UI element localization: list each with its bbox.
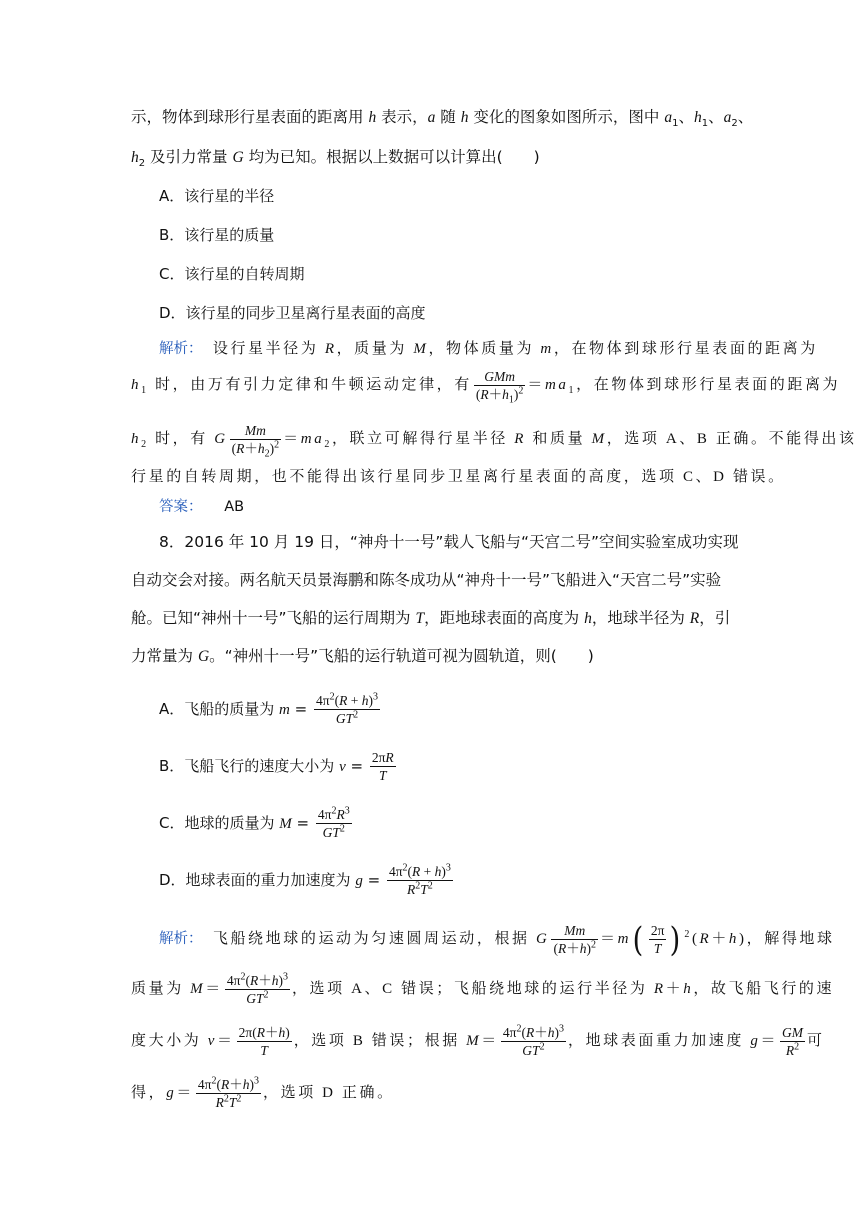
q7-option-b: B．该行星的质量 [159,226,275,244]
answer-label: 答案： [159,499,196,515]
q7-answer [159,496,244,518]
q8-option-b: B．飞船飞行的速度大小为 v = $\frac{2\pi R}{T}$ [159,750,394,783]
fraction-option-b: $\frac{2\pi R}{T}$ [371,750,394,783]
q8-stem-line3: 舱。已知“神州十一号”飞船的运行周期为 T，距地球表面的高度为 h，地球半径为 R，引 [131,609,731,627]
answer-value: AB [224,499,245,515]
q8-stem-line2: 自动交会对接。两名航天员景海鹏和陈冬成功从“神舟十一号”飞船进入“天宫二号”实验 [131,571,722,589]
fraction-gm-r2: $\frac{GM}{R^2}$ [782,1025,804,1058]
q7-stem-line1: 示，物体到球形行星表面的距离用 h 表示，a 随 h 变化的图象如图所示，图中 $a_1$、$h_1$、$a_2$、 [131,108,754,130]
q8-analysis-line1: 解析： 飞船绕地球的运动为匀速圆周运动，根据 G $\frac{Mm}{(R+h)^2}$ ＝m( $\frac{2\pi}{T}$ ) $^2$(R＋h)，解得地球 [159,919,835,960]
fraction-velocity: $\frac{2\pi(R+h)}{T}$ [238,1025,290,1058]
fraction-option-d: $\frac{4\pi^2(R + h)^3}{R^2T^2}$ [388,862,451,897]
q7-stem-line2: $h_2$ 及引力常量 G 均为已知。根据以上数据可以计算出( ) [131,148,540,170]
q7-option-d: D．该行星的同步卫星离行星表面的高度 [159,304,426,322]
q8-option-c: C．地球的质量为 M = $\frac{4\pi^2R^3}{GT^2}$ [159,805,350,840]
q8-analysis-line2: 质量为 M＝ $\frac{4\pi^2(R+h)^3}{GT^2}$ ，选项 A、C 错误；飞船绕地球的运行半径为 R＋h，故飞船飞行的速 [131,971,835,1006]
fraction-2pi-t: $\frac{2\pi}{T}$ [650,923,665,956]
q8-option-a: A．飞船的质量为 m = $\frac{4\pi^2(R + h)^3}{GT^2}$ [159,691,378,726]
q7-analysis-line2: $h_1$ 时，由万有引力定律和牛顿运动定律，有 $\frac{\text{GMm}}{(R+h_1)^2}$ $=ma_1$，在物体到球形行星表面的距离为 [131,369,841,406]
q8-analysis-line4: 得，g＝ $\frac{4\pi^2(R+h)^3}{R^2T^2}$ ，选项 D 正确。 [131,1075,395,1110]
paren-right: ) [670,919,683,960]
fraction-option-a: $\frac{4\pi^2(R + h)^3}{GT^2}$ [315,691,378,726]
fraction-mass-2: $\frac{4\pi^2(R+h)^3}{GT^2}$ [502,1023,564,1058]
fraction-mass: $\frac{4\pi^2(R+h)^3}{GT^2}$ [226,971,288,1006]
q8-option-d: D．地球表面的重力加速度为 g = $\frac{4\pi^2(R + h)^3}{R^2T^2}$ [159,862,451,897]
q8-stem-line4: 力常量为 G。“神州十一号”飞船的运行轨道可视为圆轨道，则( ) [131,647,594,665]
q7-option-a: A．该行星的半径 [159,187,275,205]
q7-option-c: C．该行星的自转周期 [159,265,305,283]
paren-left: ( [632,919,646,960]
analysis-label: 解析： [159,930,196,947]
fraction-option-c: $\frac{4\pi^2R^3}{GT^2}$ [317,805,350,840]
q7-analysis-line4: 行星的自转周期，也不能得出该行星同步卫星离行星表面的高度，选项 C、D 错误。 [131,469,786,485]
q7-analysis-line3: $h_2$ 时，有 G $\frac{Mm}{(R+h_2)^2}$ $=ma_2$，联立可解得行星半径 R 和质量 M，选项 A、B 正确。不能得出该 [131,423,857,460]
q8-analysis-line3: 度大小为 v＝ $\frac{2\pi(R+h)}{T}$ ，选项 B 错误；根据 M＝ $\frac{4\pi^2(R+h)^3}{GT^2}$ ，地球表面重力加速度 g＝ $\frac{GM}{R^2}$ 可 [131,1023,825,1058]
fraction-mm-r-h: $\frac{Mm}{(R+h)^2}$ [553,923,596,956]
analysis-label: 解析： [159,341,196,357]
fraction-g-result: $\frac{4\pi^2(R+h)^3}{R^2T^2}$ [197,1075,259,1110]
fraction-gmm-r-h1: $\frac{\text{GMm}}{(R+h_1)^2}$ [475,369,524,406]
q8-stem-line1: 8．2016 年 10 月 19 日，“神舟十一号”载人飞船与“天宫二号”空间实验室成功实现 [159,533,739,551]
q7-analysis-line1: 解析： 设行星半径为 R，质量为 M，物体质量为 m，在物体到球形行星表面的距离为 [159,341,818,357]
fraction-mm-r-h2: $\frac{Mm}{(R+h_2)^2}$ [231,423,280,460]
